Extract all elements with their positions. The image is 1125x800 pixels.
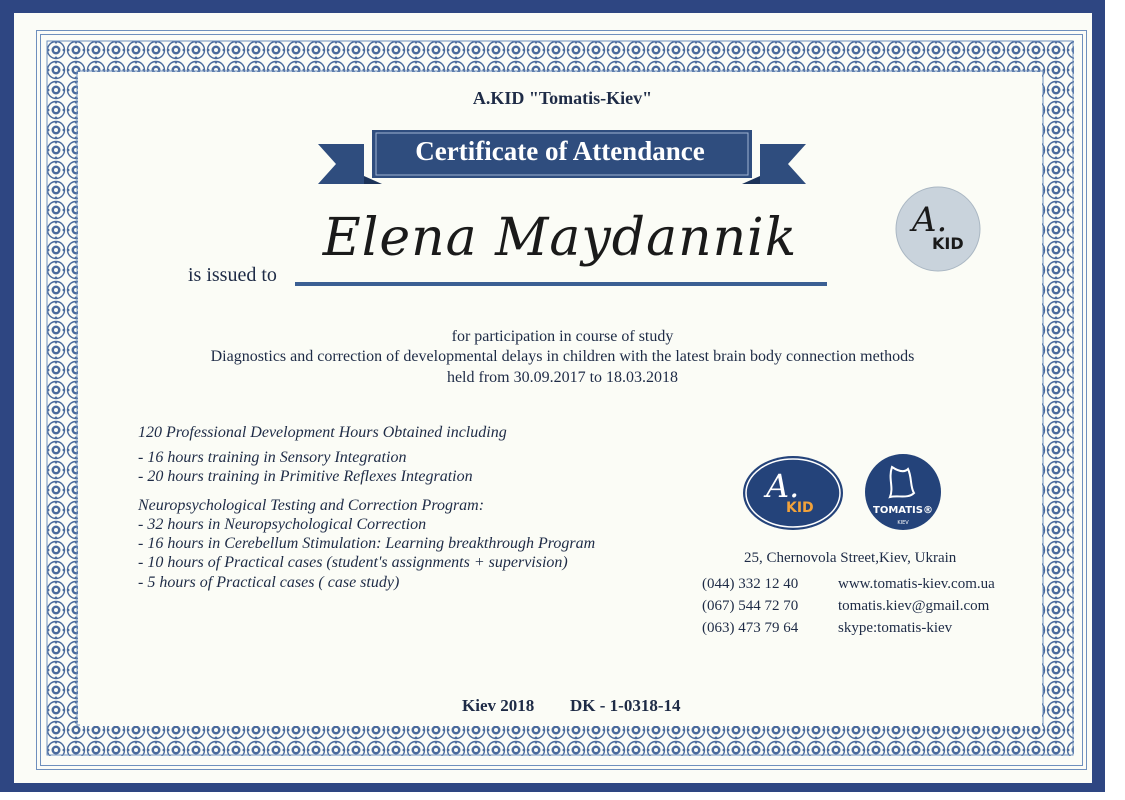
email-link[interactable]: tomatis.kiev@gmail.com [838,598,990,614]
hours-item: - 20 hours training in Primitive Reflexes Integration [138,468,473,485]
program-item: - 16 hours in Cerebellum Stimulation: Learning breakthrough Program [138,535,596,552]
participation-line: for participation in course of study [451,328,674,345]
program-item: - 5 hours of Practical cases ( case study) [138,574,400,591]
svg-text:A.: A. [912,200,948,240]
program-item: - 32 hours in Neuropsychological Correction [138,516,427,533]
certificate-title: Certificate of Attendance [415,136,705,166]
svg-text:TOMATIS®: TOMATIS® [873,505,933,516]
place-year: Kiev 2018 [462,696,535,715]
skype-contact: skype:tomatis-kiev [838,620,953,636]
akid-seal-icon [894,185,982,273]
svg-text:KID: KID [932,234,964,253]
tomatis-logo-icon [864,453,942,533]
hours-item: - 16 hours training in Sensory Integration [138,449,407,466]
issued-to-label: is issued to [188,264,277,286]
course-title: Diagnostics and correction of developmental delays in children with the latest brain body connection methods [210,348,915,365]
phone-number: (063) 473 79 64 [702,620,799,636]
svg-text:KID: KID [786,500,814,516]
program-heading: Neuropsychological Testing and Correction Program: [138,497,485,514]
recipient-name: Elena Maydannik [322,208,798,268]
name-underline [295,282,827,286]
phone-number: (067) 544 72 70 [702,598,799,614]
website-link[interactable]: www.tomatis-kiev.com.ua [838,576,995,592]
hours-heading: 120 Professional Development Hours Obtained including [138,424,507,441]
address: 25, Chernovola Street,Kiev, Ukrain [744,550,957,566]
program-item: - 10 hours of Practical cases (student's assignments + supervision) [138,554,568,571]
svg-text:KIEV: KIEV [897,520,909,526]
phone-number: (044) 332 12 40 [702,576,799,592]
period-line: held from 30.09.2017 to 18.03.2018 [446,369,679,386]
certificate-number: DK - 1-0318-14 [570,696,681,715]
svg-text:A.: A. [766,467,800,505]
akid-logo-icon [742,455,844,531]
organization-name: A.KID "Tomatis-Kiev" [472,88,653,108]
